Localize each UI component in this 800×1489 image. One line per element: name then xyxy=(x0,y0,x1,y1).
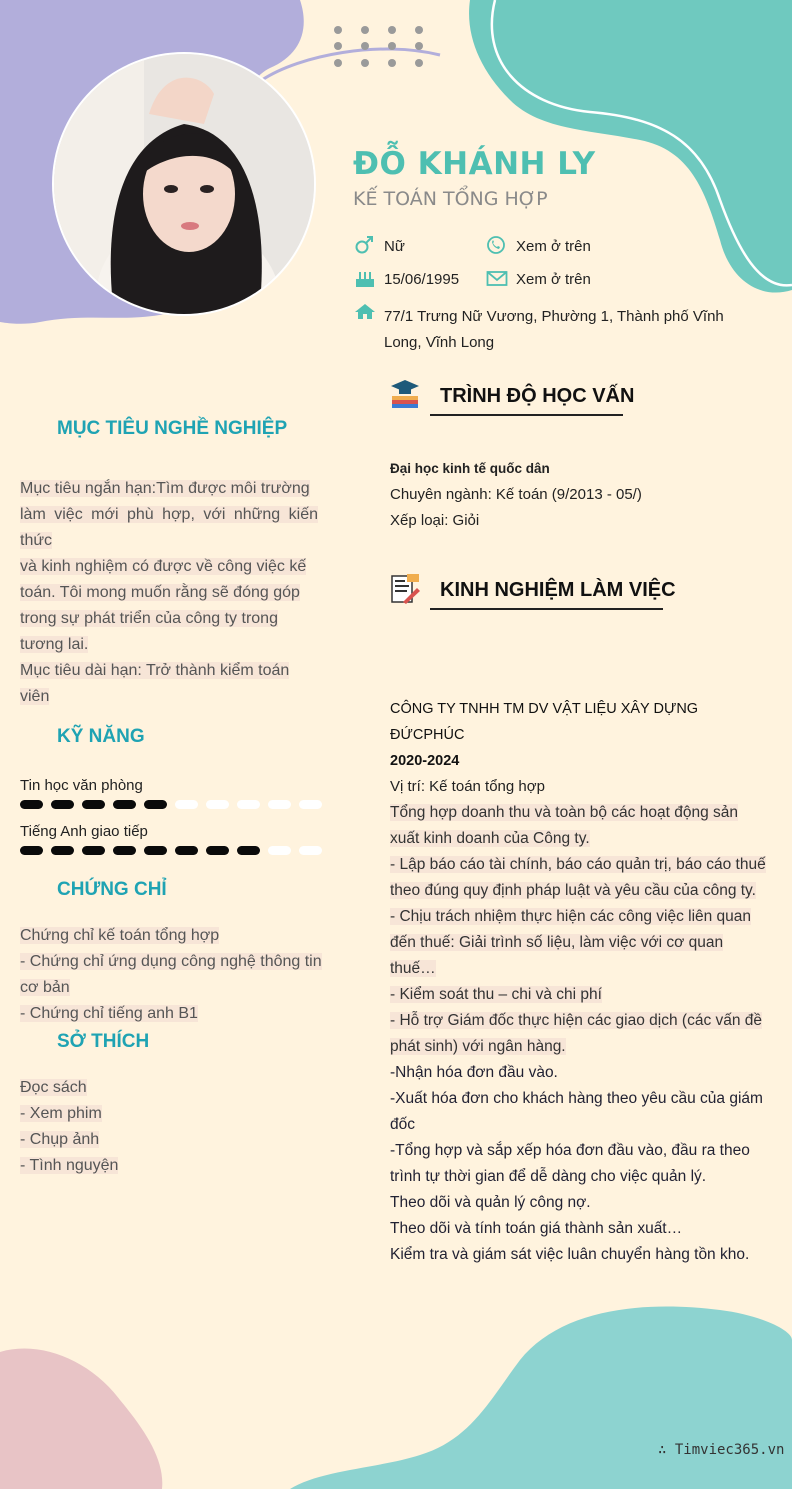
company-name: CÔNG TY TNHH TM DV VẬT LIỆU XÂY DỰNG ĐỨCPHÚC xyxy=(390,701,699,743)
duty-text: - Chịu trách nhiệm thực hiện các công việc liên quan đến thuế: Giải trình số liệu, làm việc với cơ quan thuế… xyxy=(390,908,752,977)
skill-dot-empty xyxy=(237,800,260,809)
pink-blob xyxy=(0,1349,162,1489)
experience-block xyxy=(390,696,770,1268)
duty-item xyxy=(390,982,770,1008)
hobby-line: - Xem phim xyxy=(20,1105,102,1122)
skill-dot-filled xyxy=(144,800,167,809)
address-line-2: Long, Vĩnh Long xyxy=(384,334,495,351)
skill-level-bar xyxy=(20,800,322,809)
hobby-line: - Tình nguyện xyxy=(20,1157,119,1174)
experience-title-underline xyxy=(430,608,663,610)
duty-item xyxy=(390,800,770,852)
skill-dot-filled xyxy=(51,800,74,809)
email-icon xyxy=(486,269,508,289)
skill-dot-filled xyxy=(82,800,105,809)
watermark: ∴ Timviec365.vn xyxy=(658,1442,785,1458)
skill-dot-empty xyxy=(268,800,291,809)
skill-dot-filled xyxy=(51,846,74,855)
education-title-underline xyxy=(430,414,623,416)
duty-text: - Hỗ trợ Giám đốc thực hiện các giao dịch (các vấn đề phát sinh) với ngân hàng. xyxy=(390,1012,763,1055)
work-period: 2020-2024 xyxy=(390,753,460,769)
certificate-line: - Chứng chỉ ứng dụng công nghệ thông tin xyxy=(20,953,322,970)
task-item: -Tổng hợp và sắp xếp hóa đơn đầu vào, đầu ra theo trình tự thời gian để dễ dàng cho việc quản lý. xyxy=(390,1142,750,1185)
gender-value: Nữ xyxy=(384,238,405,255)
objective-line: toán. Tôi mong muốn rằng sẽ đóng góp xyxy=(20,584,300,601)
skill-dot-empty xyxy=(175,800,198,809)
phone-icon xyxy=(486,235,508,255)
birthday-cake-icon xyxy=(354,268,376,288)
skill-dot-filled xyxy=(175,846,198,855)
avatar xyxy=(52,52,316,316)
duty-item xyxy=(390,852,770,904)
certificates-text xyxy=(20,923,330,1027)
skill-dot-filled xyxy=(82,846,105,855)
task-item: Theo dõi và tính toán giá thành sản xuất… xyxy=(390,1220,683,1237)
email-value: Xem ở trên xyxy=(516,271,591,288)
objective-text xyxy=(20,476,318,710)
education-grade: Xếp loại: Giỏi xyxy=(390,512,480,529)
duty-text: - Lập báo cáo tài chính, báo cáo quản trị, báo cáo thuế theo đúng quy định pháp luật và yêu cầu của công ty. xyxy=(390,856,766,899)
skill-level-bar xyxy=(20,846,322,855)
duty-item xyxy=(390,904,770,982)
task-item: Theo dõi và quản lý công nợ. xyxy=(390,1194,591,1211)
skill-dot-filled xyxy=(206,846,229,855)
certificate-line: - Chứng chỉ tiếng anh B1 xyxy=(20,1005,198,1022)
objective-line: Mục tiêu ngắn hạn:Tìm được môi trường xyxy=(20,480,310,497)
hobby-line: Đọc sách xyxy=(20,1079,87,1096)
skill-dot-filled xyxy=(20,846,43,855)
objective-line: làm việc mới phù hợp, với những kiến thức xyxy=(20,506,318,549)
skill-dot-empty xyxy=(206,800,229,809)
objective-line: tương lai. xyxy=(20,636,89,653)
skill-dot-filled xyxy=(20,800,43,809)
skill-label: Tiếng Anh giao tiếp xyxy=(20,823,148,840)
duty-text: Tổng hợp doanh thu và toàn bộ các hoạt động sản xuất kinh doanh của Công ty. xyxy=(390,804,738,847)
education-block xyxy=(390,456,642,534)
duty-text: - Kiểm soát thu – chi và chi phí xyxy=(390,986,602,1003)
skills-title: KỸ NĂNG xyxy=(57,726,145,747)
education-major: Chuyên ngành: Kế toán (9/2013 - 05/) xyxy=(390,486,642,503)
objective-title: MỤC TIÊU NGHỀ NGHIỆP xyxy=(57,418,288,439)
school-name: Đại học kinh tế quốc dân xyxy=(390,461,550,476)
address-value xyxy=(384,304,724,356)
work-position: Vị trí: Kế toán tổng hợp xyxy=(390,778,545,795)
graduation-cap-icon xyxy=(389,378,421,410)
skill-dot-empty xyxy=(268,846,291,855)
task-item: -Nhận hóa đơn đầu vào. xyxy=(390,1064,558,1081)
skill-label: Tin học văn phòng xyxy=(20,777,143,794)
task-item: -Xuất hóa đơn cho khách hàng theo yêu cầu của giám đốc xyxy=(390,1090,763,1133)
gender-icon xyxy=(354,236,376,256)
job-title: KẾ TOÁN TỔNG HỢP xyxy=(353,188,548,210)
certificates-title: CHỨNG CHỈ xyxy=(57,879,167,900)
education-title: TRÌNH ĐỘ HỌC VẤN xyxy=(440,385,635,407)
hobby-line: - Chụp ảnh xyxy=(20,1131,100,1148)
birthday-value: 15/06/1995 xyxy=(384,271,460,288)
candidate-name: ĐỖ KHÁNH LY xyxy=(353,146,596,182)
skill-dot-filled xyxy=(237,846,260,855)
home-icon xyxy=(354,302,376,322)
objective-line: viên xyxy=(20,688,50,705)
dot-grid xyxy=(334,26,423,67)
experience-icon xyxy=(389,572,421,604)
objective-line: trong sự phát triển của công ty trong xyxy=(20,610,278,627)
phone-value: Xem ở trên xyxy=(516,238,591,255)
skill-dot-empty xyxy=(299,846,322,855)
duty-item xyxy=(390,1008,770,1060)
objective-line: Mục tiêu dài hạn: Trở thành kiểm toán xyxy=(20,662,290,679)
certificate-line: cơ bản xyxy=(20,979,70,996)
task-item: Kiểm tra và giám sát việc luân chuyển hàng tồn kho. xyxy=(390,1246,750,1263)
avatar-illustration xyxy=(54,54,314,314)
skill-dot-filled xyxy=(113,846,136,855)
hobbies-title: SỞ THÍCH xyxy=(57,1031,150,1052)
skill-dot-empty xyxy=(299,800,322,809)
certificate-line: Chứng chỉ kế toán tổng hợp xyxy=(20,927,220,944)
experience-title: KINH NGHIỆM LÀM VIỆC xyxy=(440,579,676,601)
address-line-1: 77/1 Trưng Nữ Vương, Phường 1, Thành phố Vĩnh xyxy=(384,308,724,325)
skill-dot-filled xyxy=(113,800,136,809)
objective-line: và kinh nghiệm có được về công việc kế xyxy=(20,558,307,575)
teal-bottom-blob xyxy=(290,1307,792,1489)
hobbies-text xyxy=(20,1075,320,1179)
skill-dot-filled xyxy=(144,846,167,855)
